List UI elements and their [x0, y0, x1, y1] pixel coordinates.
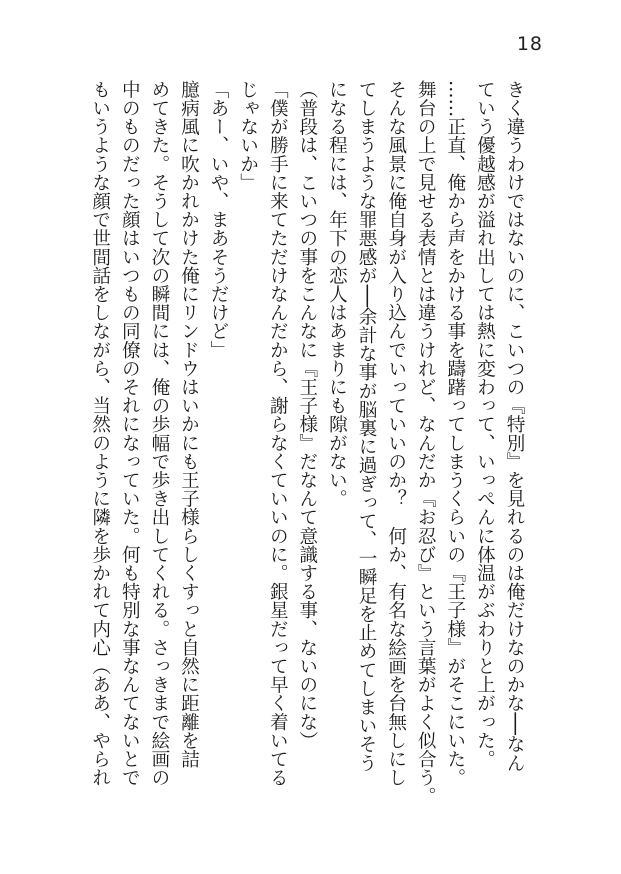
text-line: もいうような顔で世間話をしながら、当然のように隣を歩かれて内心（ああ、やられ: [89, 80, 111, 787]
text-line: 中のものだった顔はいつもの同僚のそれになっていた。何も特別な事なんてないとで: [119, 80, 141, 787]
body-text: [79, 80, 529, 856]
text-line: ていう優越感が溢れ出しては熱に変わって、いっぺんに体温がぶわりと上がった。: [474, 80, 496, 769]
text-line: そんな風景に俺自身が入り込んでいっていいのか？ 何か、有名な絵画を台無しにし: [385, 80, 407, 787]
text-line: てしまうような罪悪感が──余計な事が脳裏に過ぎって、一瞬足を止めてしまいそう: [356, 80, 378, 772]
text-line: きく違うわけではないのに、こいつの『特別』を見れるのは俺だけなのかな──なん: [504, 80, 525, 772]
text-line: 「僕が勝手に来てただけなんだから、謝らなくていいのに。銀星だって早く着いてる: [267, 80, 289, 787]
text-line: 舞台の上で見せる表情とは違うけれど、なんだか『お忍び』という言葉がよく似合う。: [415, 80, 437, 806]
text-line: （普段は、こいつの事をこんなに『王子様』だなんて意識する事、ないのにな）: [296, 80, 318, 750]
page-number: 18: [516, 33, 543, 55]
text-line: になる程には、年下の恋人はあまりにも隙がない。: [326, 80, 348, 508]
text-line: じゃないか」: [237, 80, 259, 192]
text-line: めてきた。そうして次の瞬間には、俺の歩幅で歩き出してくれる。さっきまで絵画の: [148, 80, 170, 787]
text-line: ……正直、俺から声をかける事を躊躇ってしまうくらいの『王子様』がそこにいた。: [444, 80, 466, 787]
text-line: 「あー、いや、まあそうだけど」: [208, 80, 230, 359]
text-line: 臆病風に吹かれかけた俺にリンドウはいかにも王子様らしくすっと自然に距離を詰: [178, 80, 200, 769]
